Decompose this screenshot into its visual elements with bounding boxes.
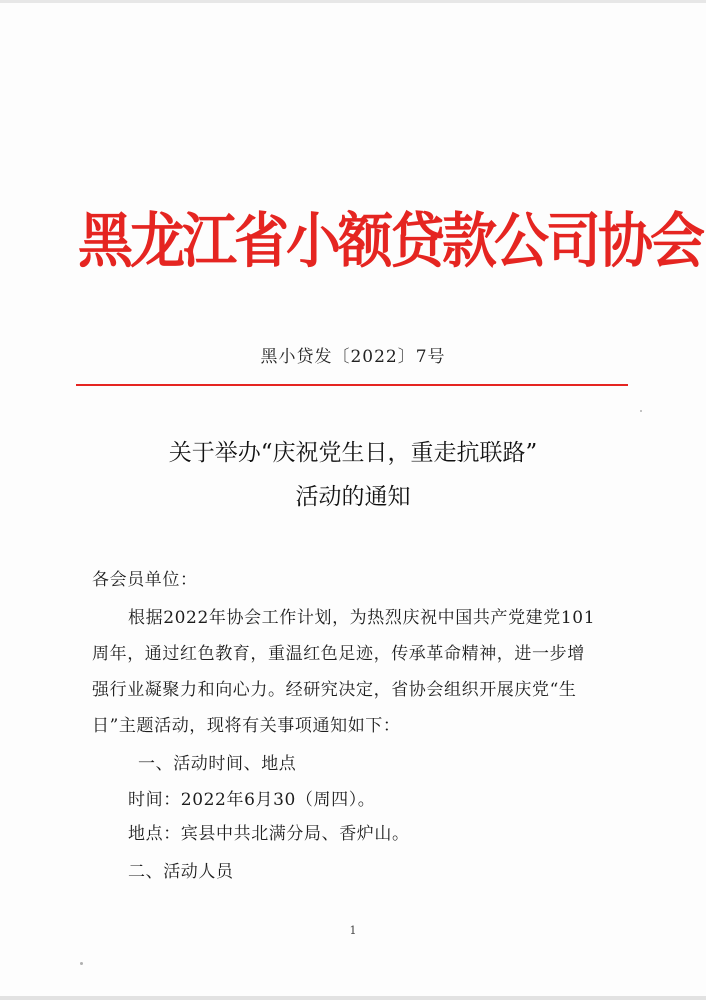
- place-line: 地点：宾县中共北满分局、香炉山。: [128, 824, 410, 844]
- time-line: 时间：2022年6月30（周四）。: [128, 790, 376, 810]
- red-divider-line: [76, 384, 628, 386]
- intro-line-3: 强行业凝聚力和向心力。经研究决定，省协会组织开展庆党“生: [92, 680, 577, 700]
- salutation: 各会员单位：: [92, 570, 198, 590]
- scan-speck: [80, 962, 83, 965]
- notice-title-line-1: 关于举办“庆祝党生日，重走抗联路”: [168, 440, 538, 466]
- notice-title-line-2: 活动的通知: [295, 484, 411, 510]
- scan-edge-top: [0, 0, 706, 3]
- organization-title: 黑龙江省小额贷款公司协会: [78, 206, 703, 276]
- page-number: 1: [349, 924, 357, 937]
- section-2-heading: 二、活动人员: [128, 862, 234, 882]
- intro-line-2: 周年，通过红色教育，重温红色足迹，传承革命精神，进一步增: [92, 644, 585, 664]
- document-number: 黑小贷发〔2022〕7号: [260, 347, 446, 367]
- section-1-heading: 一、活动时间、地点: [138, 754, 297, 774]
- scan-speck: [640, 410, 642, 412]
- intro-line-1: 根据2022年协会工作计划，为热烈庆祝中国共产党建党101: [128, 608, 596, 628]
- scan-edge-bottom: [0, 996, 706, 1000]
- intro-line-4: 日”主题活动，现将有关事项通知如下：: [92, 716, 401, 736]
